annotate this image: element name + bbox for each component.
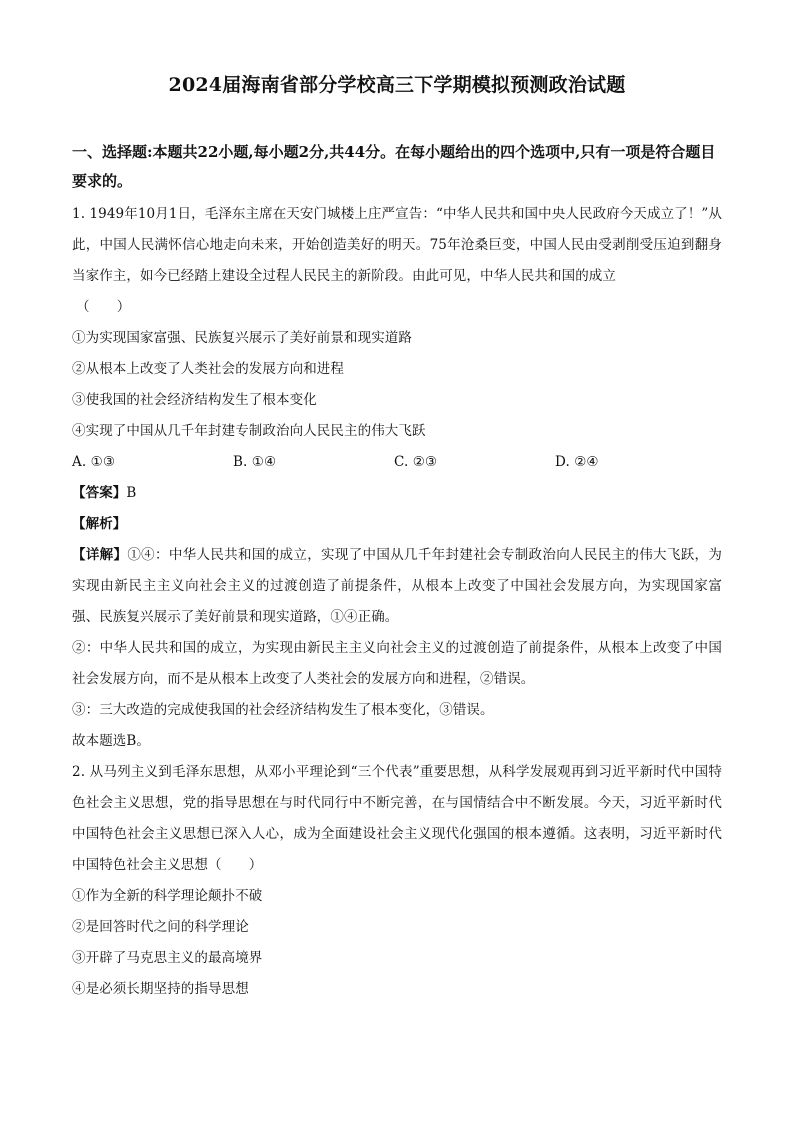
analysis-tag: 【解析】: [72, 516, 127, 532]
question-2-stem: 2. 从马列主义到毛泽东思想，从邓小平理论到“三个代表”重要思想，从科学发展观再到习近平新时代中国特色社会主义思想，党的指导思想在与时代同行中不断完善，在与国情结合中不断发展。今天，习近平新时代中国特色社会主义思想已深入人心，成为全面建设社会主义现代化强国的根本遵循。这表明，习近平新时代中国特色社会主义思想（ ）: [72, 764, 722, 873]
question-2-statement-3: ③开辟了马克思主义的最高境界: [72, 950, 263, 966]
question-2-statement-1: ①作为全新的科学理论颠扑不破: [72, 888, 263, 904]
answer-line: [72, 478, 722, 509]
document-title: 2024届海南省部分学校高三下学期模拟预测政治试题: [168, 74, 626, 96]
question-1-statement-2: ②从根本上改变了人类社会的发展方向和进程: [72, 361, 344, 377]
question-content: [72, 199, 722, 1005]
question-1-statement-3: ③使我国的社会经济结构发生了根本变化: [72, 392, 317, 408]
choice-d: D. ②④: [555, 454, 599, 470]
detail-paragraph-1: [72, 540, 722, 633]
choice-b: B. ①④: [233, 454, 277, 470]
choice-c: C. ②③: [394, 454, 438, 470]
question-1-blank: （ ）: [76, 299, 131, 315]
detail-paragraph-2: ②：中华人民共和国的成立，为实现由新民主主义向社会主义的过渡创造了前提条件，从根本上改变了中国社会发展方向，而不是从根本上改变了人类社会的发展方向和进程，②错误。: [72, 640, 722, 687]
question-2-statement-2: ②是回答时代之问的科学理论: [72, 919, 249, 935]
question-1-choices: [72, 447, 722, 478]
detail-paragraph-3: ③：三大改造的完成使我国的社会经济结构发生了根本变化，③错误。: [72, 702, 494, 718]
question-1-stem: 1. 1949年10月1日，毛泽东主席在天安门城楼上庄严宣告：“中华人民共和国中央人民政府今天成立了！”从此，中国人民满怀信心地走向未来，开始创造美好的明天。75年沧桑巨变，中国人民由受剥削受压迫到翻身当家作主，如今已经踏上建设全过程人民民主的新阶段。由此可见，中华人民共和国的成立: [72, 206, 722, 284]
detail-conclusion: 故本题选B。: [72, 733, 151, 749]
question-1-statement-1: ①为实现国家富强、民族复兴展示了美好前景和现实道路: [72, 330, 412, 346]
question-2-statement-4: ④是必须长期坚持的指导思想: [72, 981, 249, 997]
choice-a: A. ①③: [72, 454, 116, 470]
answer-value: B: [126, 485, 137, 501]
question-1-statement-4: ④实现了中国从几千年封建专制政治向人民民主的伟大飞跃: [72, 423, 426, 439]
answer-tag: 【答案】: [72, 485, 127, 501]
detail-text-1: ①④：中华人民共和国的成立，实现了中国从几千年封建社会专制政治向人民民主的伟大飞跃，为实现由新民主主义向社会主义的过渡创造了前提条件，从根本上改变了中国社会发展方向，为实现国家富强、民族复兴展示了美好前景和现实道路，①④正确。: [72, 547, 722, 625]
section-heading: 一、选择题:本题共22小题,每小题2分,共44分。在每小题给出的四个选项中,只有一项是符合题目要求的。: [72, 143, 716, 190]
detail-tag: 【详解】: [72, 547, 128, 563]
